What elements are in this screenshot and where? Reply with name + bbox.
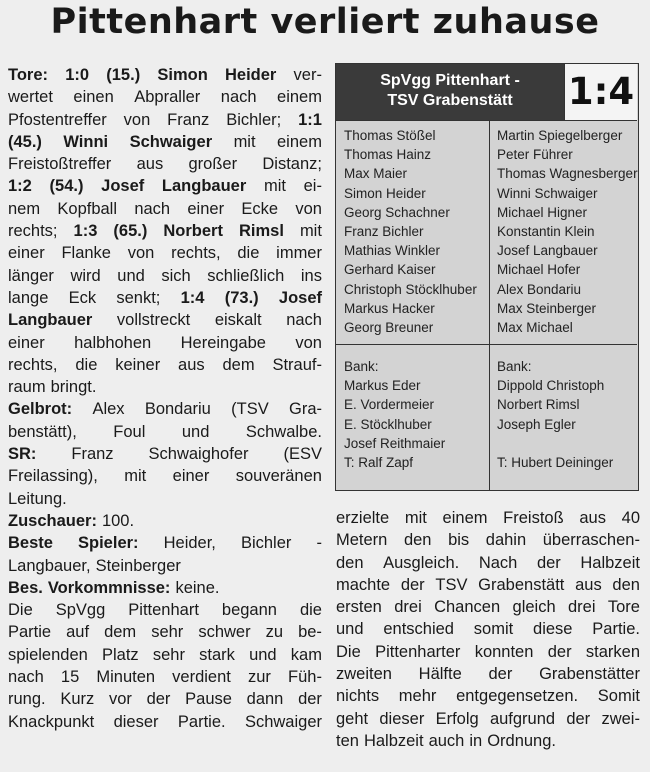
word: Langbauer, <box>8 556 91 575</box>
word: begann <box>221 601 277 620</box>
divider <box>336 120 637 121</box>
home-team-name: SpVgg Pittenhart - <box>380 72 520 89</box>
word: benstätt), <box>8 422 77 441</box>
player-name: Max Maier <box>344 166 408 182</box>
word: bis <box>448 531 470 550</box>
text-line <box>8 287 322 309</box>
word: entschied <box>383 620 454 639</box>
home-coach: T: Ralf Zapf <box>344 455 414 470</box>
word: nach <box>134 199 171 218</box>
player-name: Alex Bondariu <box>497 281 582 297</box>
word: schwer <box>198 623 251 642</box>
word: der <box>547 642 572 661</box>
word: Kurz <box>60 690 95 709</box>
away-bench-list <box>497 357 604 434</box>
word: die <box>237 244 260 263</box>
word: mit <box>404 509 427 527</box>
word: rechts, <box>171 244 221 263</box>
word: sehr <box>152 645 185 664</box>
word: ins <box>300 266 322 285</box>
word: Füh- <box>288 668 322 687</box>
word: Strauf- <box>272 355 322 374</box>
text-line <box>8 175 322 197</box>
text-line <box>336 663 640 685</box>
divider <box>489 120 490 490</box>
word: mit <box>233 132 256 151</box>
word: aufgrund <box>489 709 556 728</box>
word: Erfolg <box>435 709 479 728</box>
word: der <box>298 690 322 709</box>
word: TSV <box>435 575 468 594</box>
word: dieser <box>379 709 425 728</box>
word: den <box>403 531 432 550</box>
away-team-name: TSV Grabenstätt <box>387 92 513 109</box>
word: Pause <box>185 690 232 709</box>
word: mit <box>124 467 147 486</box>
word: von <box>295 333 322 352</box>
word: Grabenstätt <box>478 575 565 594</box>
player-name: Simon Heider <box>344 185 426 201</box>
word: - <box>316 534 322 553</box>
player-name: Thomas Stößel <box>344 128 436 143</box>
word: Halbzeit <box>580 553 640 572</box>
player-name: Georg Breuner <box>344 320 434 336</box>
word: der <box>400 575 425 594</box>
text-line <box>8 109 322 131</box>
word: zur <box>247 668 271 687</box>
word: Josef <box>101 177 145 196</box>
word: vor <box>108 690 132 709</box>
word: Pittenhart <box>128 601 199 620</box>
match-lineup-box <box>335 63 639 491</box>
text-line <box>8 711 322 733</box>
headline: Pittenhart verliert zuhause <box>50 2 600 42</box>
player-name: Thomas Hainz <box>344 147 432 163</box>
player-name: Markus Eder <box>344 378 421 394</box>
home-bench-list <box>344 357 445 453</box>
word: auch <box>428 731 465 750</box>
word: Simon <box>157 66 208 84</box>
word: Halbzeit <box>363 731 424 750</box>
word: 1:2 <box>8 177 32 196</box>
word: 100. <box>101 511 135 530</box>
word: 1:1 <box>298 110 322 129</box>
word: spielenden <box>8 645 88 664</box>
player-name: Max Michael <box>497 320 573 336</box>
word: SpVgg <box>55 601 106 620</box>
word: Schwalbe. <box>245 422 322 441</box>
word: einer <box>8 244 45 263</box>
word: aus <box>579 509 606 527</box>
player-name: Josef Reithmaier <box>344 435 446 451</box>
word: vollstreckt <box>116 311 191 330</box>
divider <box>336 344 637 345</box>
player-name: Markus Hacker <box>344 300 435 316</box>
word: sich <box>161 266 191 285</box>
word: einem <box>277 132 322 151</box>
word: (TSV <box>231 400 269 419</box>
player-name: Max Steinberger <box>497 300 597 316</box>
player-name: Martin Spiegelberger <box>497 128 623 143</box>
word: zwei- <box>601 709 640 728</box>
text-line <box>336 730 640 752</box>
word: Zuschauer: <box>8 511 97 530</box>
word: entgegensetzen. <box>456 687 579 706</box>
text-line <box>8 265 322 287</box>
word: länger <box>8 266 54 285</box>
word: Rimsl <box>238 222 284 241</box>
word: Grabenstätter <box>539 665 640 684</box>
word: drei <box>568 598 596 617</box>
word: Pittenharter <box>375 642 461 661</box>
player-name: Norbert Rimsl <box>497 397 580 413</box>
word: Nach <box>478 553 518 572</box>
word: einen <box>73 88 114 107</box>
word: wird <box>70 266 101 285</box>
word: mit <box>263 177 286 196</box>
player-name: Winni Schwaiger <box>497 185 598 201</box>
word: Bichler; <box>226 110 282 129</box>
word: aus <box>178 355 205 374</box>
word: von <box>127 244 155 263</box>
text-line <box>336 708 640 730</box>
player-name: Mathias Winkler <box>344 243 441 259</box>
text-line <box>8 64 322 86</box>
word: Schwaiger <box>244 712 322 731</box>
player-name: Josef Langbauer <box>497 243 598 259</box>
word: von <box>123 110 151 129</box>
word: geht <box>336 709 369 728</box>
word: der <box>566 709 591 728</box>
word: Flanke <box>61 244 111 263</box>
word: (73.) <box>224 288 259 307</box>
word: ersten <box>336 598 382 617</box>
word: nach <box>220 88 257 107</box>
word: auf <box>66 623 90 642</box>
word: mehr <box>398 687 437 706</box>
text-line <box>8 242 322 264</box>
word: Freilassing), <box>8 467 98 486</box>
word: keiner <box>115 355 161 374</box>
word: keine. <box>175 578 220 597</box>
word: einem <box>442 509 488 527</box>
text-line <box>8 644 322 666</box>
word: Steinberger <box>95 556 181 575</box>
match-teams-header <box>336 64 564 120</box>
home-lineup-list <box>344 126 477 337</box>
word: halbhohen <box>74 333 152 352</box>
word: immer <box>276 244 322 263</box>
word: Leitung. <box>8 489 67 508</box>
word: den <box>336 553 364 572</box>
word: Eck <box>68 288 97 307</box>
text-line <box>8 332 322 354</box>
player-name: Joseph Egler <box>497 416 576 432</box>
word: verdient <box>172 668 231 687</box>
word: aus <box>575 575 602 594</box>
away-coach: T: Hubert Deininger <box>497 455 614 470</box>
text-line <box>8 153 322 175</box>
word: Freistoß <box>503 509 564 527</box>
word: Somit <box>597 687 640 706</box>
word: 15 <box>60 668 80 687</box>
word: und <box>117 266 145 285</box>
word: eiskalt <box>214 311 262 330</box>
word: Norbert <box>163 222 223 241</box>
word: Langbauer <box>161 177 247 196</box>
text-line <box>8 688 322 710</box>
text-line <box>8 510 322 532</box>
word: Knackpunkt <box>8 712 95 731</box>
word: bringt. <box>50 378 97 397</box>
word: einem <box>277 88 322 107</box>
player-name: Gerhard Kaiser <box>344 262 436 278</box>
word: nem <box>8 199 41 218</box>
player-name: Christoph Stöcklhuber <box>344 281 477 297</box>
word: rechts, <box>8 355 58 374</box>
player-name: Dippold Christoph <box>497 378 605 394</box>
text-line <box>8 465 322 487</box>
word: Freistoßtreffer <box>8 155 112 174</box>
word: zu <box>265 623 284 642</box>
word: stark <box>199 645 235 664</box>
word: und <box>249 645 277 664</box>
word: erzielte <box>336 509 390 527</box>
word: somit <box>473 620 514 639</box>
word: einer <box>8 333 45 352</box>
word: in <box>469 731 483 750</box>
word: großer <box>188 155 238 174</box>
word: nach <box>286 311 322 330</box>
word: kam <box>290 645 322 664</box>
word: Ecke <box>241 199 279 218</box>
word: gleich <box>512 598 556 617</box>
word: Distanz; <box>262 155 322 174</box>
word: (45.) <box>8 132 42 151</box>
word: be- <box>298 623 322 642</box>
word: SR: <box>8 445 37 464</box>
word: aus <box>136 155 164 174</box>
player-name: E. Vordermeier <box>344 397 435 413</box>
word: Langbauer <box>8 311 93 330</box>
word: ver- <box>293 66 322 84</box>
text-line <box>336 552 640 574</box>
word: dem <box>222 355 255 374</box>
word: schließlich <box>207 266 285 285</box>
word: einer <box>187 199 225 218</box>
word: lange <box>8 288 49 307</box>
word: rung. <box>8 690 46 709</box>
word: Platz <box>102 645 139 664</box>
word: Schwaighofer <box>148 445 249 464</box>
word: (15.) <box>106 66 141 84</box>
text-line <box>8 86 322 108</box>
word: 1:0 <box>65 66 90 84</box>
word: Franz <box>167 110 210 129</box>
word: Bes. <box>8 578 43 597</box>
word: die <box>75 355 98 374</box>
word: zweiten <box>336 665 392 684</box>
word: Pfostentreffer <box>8 110 107 129</box>
text-line <box>8 577 322 599</box>
text-line <box>8 220 322 242</box>
word: Chancen <box>434 598 501 617</box>
word: Bichler <box>240 534 292 553</box>
word: Hälfte <box>418 665 462 684</box>
word: Minuten <box>96 668 156 687</box>
article-text-left-column <box>8 64 322 733</box>
text-line <box>336 596 640 618</box>
word: konnten <box>474 642 534 661</box>
word: Ausgleich. <box>383 553 460 572</box>
word: mit <box>299 222 322 241</box>
text-line <box>8 488 322 510</box>
word: Gelbrot: <box>8 400 73 419</box>
word: Die <box>336 642 361 661</box>
word: Gra- <box>289 400 322 419</box>
word: Hereingabe <box>180 333 266 352</box>
text-line <box>8 309 322 331</box>
text-line <box>336 641 640 663</box>
word: dieser <box>113 712 159 731</box>
word: Kopfball <box>57 199 118 218</box>
text-line <box>8 398 322 420</box>
word: ei- <box>303 177 322 196</box>
player-name: Konstantin Klein <box>497 224 595 240</box>
word: Bondariu <box>144 400 211 419</box>
word: Heider, <box>163 534 216 553</box>
player-name: Michael Hofer <box>497 262 581 278</box>
word: überraschen- <box>542 531 640 550</box>
word: und <box>181 422 210 441</box>
word: Spieler: <box>78 534 139 553</box>
player-name: Bank: <box>344 359 379 374</box>
word: und <box>336 620 364 639</box>
word: Partie <box>8 623 52 642</box>
text-line <box>8 131 322 153</box>
player-name: Thomas Wagnesberger <box>497 166 638 182</box>
text-line <box>8 354 322 376</box>
word: drei <box>394 598 422 617</box>
word: raum <box>8 378 46 397</box>
word: Beste <box>8 534 53 553</box>
word: starken <box>585 642 640 661</box>
word: diese <box>533 620 573 639</box>
word: 40 <box>621 509 640 527</box>
text-line <box>336 574 640 596</box>
word: rechts; <box>8 222 58 241</box>
word: dann <box>246 690 284 709</box>
word: 1:4 <box>180 288 205 307</box>
text-line <box>8 376 322 398</box>
word: Partie. <box>177 712 226 731</box>
word: ten <box>336 731 359 750</box>
final-score: 1:4 <box>564 64 637 120</box>
text-line <box>8 532 322 554</box>
word: Heider <box>225 66 277 84</box>
word: Partie. <box>592 620 640 639</box>
text-line <box>336 618 640 640</box>
player-name: E. Stöcklhuber <box>344 416 432 432</box>
word: wertet <box>8 88 53 107</box>
text-line <box>8 666 322 688</box>
word: der <box>536 553 561 572</box>
text-line <box>8 555 322 577</box>
word: (ESV <box>283 445 322 464</box>
word: den <box>612 575 640 594</box>
player-name: Bank: <box>497 359 532 374</box>
word: Alex <box>92 400 125 419</box>
text-line <box>8 421 322 443</box>
away-lineup-list <box>497 126 638 337</box>
word: Ordnung. <box>487 731 556 750</box>
text-line <box>8 599 322 621</box>
word: Abpraller <box>134 88 201 107</box>
text-line <box>8 621 322 643</box>
word: (54.) <box>49 177 84 196</box>
word: Schwaiger <box>129 132 213 151</box>
word: senkt; <box>116 288 161 307</box>
word: der <box>146 690 171 709</box>
word: die <box>299 601 322 620</box>
player-name: Michael Higner <box>497 204 588 220</box>
word: machte <box>336 575 391 594</box>
word: Die <box>8 601 33 620</box>
player-name: Georg Schachner <box>344 204 450 220</box>
word: Tore: <box>8 66 49 84</box>
word: 1:3 <box>73 222 98 241</box>
word: nichts <box>336 687 380 706</box>
word: sehr <box>151 623 184 642</box>
word: Foul <box>113 422 146 441</box>
word: (65.) <box>113 222 148 241</box>
word: Franz <box>71 445 114 464</box>
text-line <box>336 685 640 707</box>
word: souveränen <box>235 467 322 486</box>
word: Josef <box>278 288 322 307</box>
word: Metern <box>336 531 388 550</box>
text-line <box>8 198 322 220</box>
word: dahin <box>485 531 527 550</box>
player-name: Franz Bichler <box>344 224 424 240</box>
player-name: Peter Führer <box>497 147 573 163</box>
word: Winni <box>63 132 109 151</box>
text-line <box>336 529 640 551</box>
word: nach <box>8 668 44 687</box>
word: dem <box>104 623 137 642</box>
text-line <box>8 443 322 465</box>
word: einer <box>172 467 210 486</box>
article-text-right-column <box>336 507 640 752</box>
word: Vorkommnisse: <box>47 578 171 597</box>
word: Tore <box>607 598 640 617</box>
word: der <box>488 665 513 684</box>
text-line <box>336 507 640 529</box>
word: von <box>295 199 322 218</box>
